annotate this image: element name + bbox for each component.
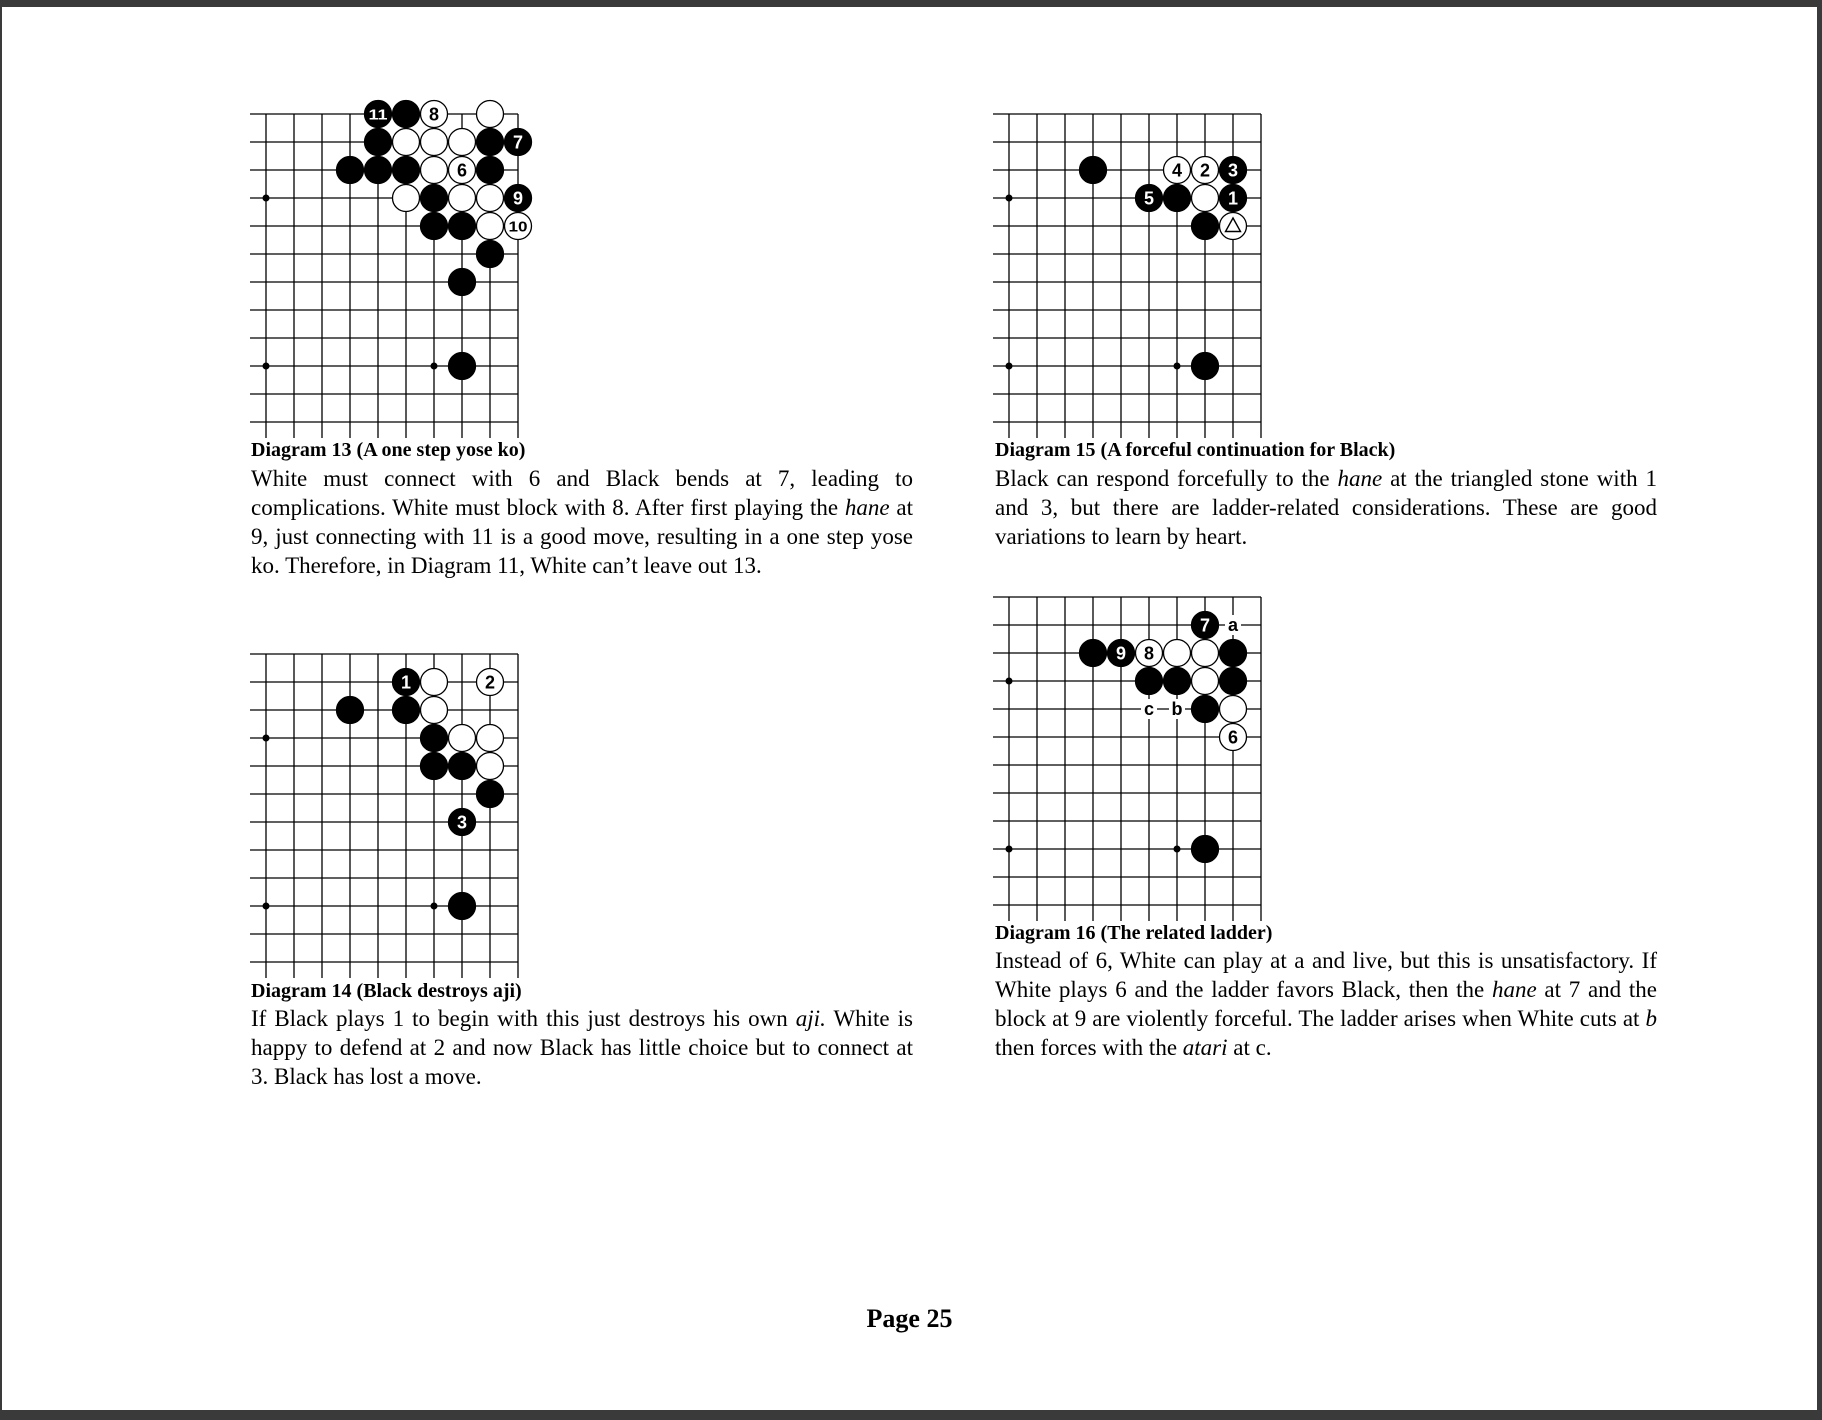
hoshi-point xyxy=(431,363,438,370)
text-run: b xyxy=(1645,1006,1657,1031)
white-stone xyxy=(477,185,504,212)
move-number: 9 xyxy=(512,188,524,209)
hoshi-point xyxy=(1006,678,1013,685)
black-stone xyxy=(449,809,476,836)
text-run: Black can respond forcefully to the xyxy=(995,466,1338,491)
board-grid xyxy=(993,114,1261,438)
text-run: If Black plays 1 to begin with this just destroys his own xyxy=(251,1006,796,1031)
black-stone xyxy=(1080,640,1107,667)
black-stone xyxy=(365,101,392,128)
board-label: b xyxy=(1171,699,1183,719)
white-stone xyxy=(393,185,420,212)
white-stone xyxy=(1164,640,1191,667)
move-number: 4 xyxy=(1171,160,1183,181)
text-run: White must connect with 6 and Black bends at 7, leading to complications. White must block with 8. After first playing the xyxy=(251,466,913,520)
white-stone xyxy=(477,725,504,752)
black-stone xyxy=(449,893,476,920)
black-stone xyxy=(393,157,420,184)
black-stone xyxy=(421,185,448,212)
white-stone xyxy=(477,669,504,696)
white-stone xyxy=(477,101,504,128)
text-run: aji. xyxy=(795,1006,826,1031)
black-stone xyxy=(1164,185,1191,212)
go-board-diagram-15 xyxy=(993,99,1289,429)
black-stone xyxy=(365,129,392,156)
hoshi-point xyxy=(1006,846,1013,853)
text-run: hane xyxy=(1337,466,1383,491)
move-number: 5 xyxy=(1143,188,1155,209)
text-run: at 9, just connecting with 11 is a good move, resulting in a one step yose ko. Therefore, in Diagram 11, White can’t leave out 13. xyxy=(251,495,913,578)
text-run: hane xyxy=(1491,977,1537,1002)
white-stone xyxy=(1192,640,1219,667)
diagram-15-caption: Diagram 15 (A forceful continuation for Black) xyxy=(995,439,1396,461)
move-number: 1 xyxy=(400,672,412,693)
move-number: 2 xyxy=(484,672,496,693)
move-number: 1 xyxy=(1227,188,1239,209)
white-stone xyxy=(1164,157,1191,184)
move-number: 6 xyxy=(456,160,468,181)
black-stone xyxy=(477,157,504,184)
diagram-14-caption: Diagram 14 (Black destroys aji) xyxy=(251,980,522,1002)
hoshi-point xyxy=(263,735,270,742)
text-run: Instead of 6, White can play at a and live, but this is unsatisfactory. If White plays 6 and the ladder favors Black, then the xyxy=(995,948,1657,1002)
diagram-13-text xyxy=(251,464,913,580)
white-stone xyxy=(1192,668,1219,695)
text-run: at the triangled stone with 1 and 3, but there are ladder-related considerations. These are good variations to learn by heart. xyxy=(995,466,1657,549)
white-stone xyxy=(421,157,448,184)
hoshi-point xyxy=(263,363,270,370)
black-stone xyxy=(449,269,476,296)
black-stone xyxy=(505,185,532,212)
black-stone xyxy=(1136,668,1163,695)
black-stone xyxy=(365,157,392,184)
black-stone xyxy=(449,213,476,240)
black-stone xyxy=(1192,213,1219,240)
text-run: then forces with the xyxy=(995,1035,1183,1060)
white-stone xyxy=(1136,640,1163,667)
hoshi-point xyxy=(1006,195,1013,202)
black-stone xyxy=(1220,157,1247,184)
diagram-13-caption: Diagram 13 (A one step yose ko) xyxy=(251,439,526,461)
white-stone xyxy=(449,157,476,184)
hoshi-point xyxy=(263,195,270,202)
move-number: 7 xyxy=(512,132,524,153)
black-stone xyxy=(1192,612,1219,639)
white-stone xyxy=(505,213,532,240)
white-stone xyxy=(449,129,476,156)
white-stone xyxy=(1220,213,1247,240)
black-stone xyxy=(393,697,420,724)
text-run: White is happy to defend at 2 and now Black has little choice but to connect at 3. Black has lost a move. xyxy=(251,1006,914,1089)
black-stone xyxy=(337,157,364,184)
black-stone xyxy=(1192,353,1219,380)
white-stone xyxy=(1220,724,1247,751)
board-label: a xyxy=(1227,615,1239,635)
move-number: 3 xyxy=(1227,160,1239,181)
black-stone xyxy=(1220,640,1247,667)
move-number: 10 xyxy=(508,218,528,236)
move-number: 7 xyxy=(1199,615,1211,636)
black-stone xyxy=(393,669,420,696)
black-stone xyxy=(1220,185,1247,212)
black-stone xyxy=(1080,157,1107,184)
white-stone xyxy=(1220,696,1247,723)
page-number: Page 25 xyxy=(866,1304,953,1333)
white-stone xyxy=(449,185,476,212)
diagram-14-text xyxy=(251,1004,913,1091)
text-run: atari xyxy=(1182,1035,1228,1060)
white-stone xyxy=(421,129,448,156)
text-run: at c. xyxy=(1227,1035,1272,1060)
black-stone xyxy=(421,213,448,240)
white-stone xyxy=(477,753,504,780)
hoshi-point xyxy=(1174,363,1181,370)
black-stone xyxy=(1192,696,1219,723)
white-stone xyxy=(421,101,448,128)
black-stone xyxy=(477,129,504,156)
hoshi-point xyxy=(1006,363,1013,370)
black-stone xyxy=(477,781,504,808)
hoshi-point xyxy=(431,903,438,910)
document-page xyxy=(2,7,1817,1410)
move-number: 11 xyxy=(368,106,388,124)
white-stone xyxy=(1192,185,1219,212)
black-stone xyxy=(449,753,476,780)
move-number: 9 xyxy=(1115,643,1127,664)
black-stone xyxy=(449,353,476,380)
black-stone xyxy=(337,697,364,724)
white-stone xyxy=(393,129,420,156)
go-board-diagram-14 xyxy=(250,639,546,969)
go-board-diagram-13 xyxy=(250,99,546,429)
black-stone xyxy=(505,129,532,156)
diagram-16-text xyxy=(995,946,1657,1062)
text-run: at 7 and the block at 9 are violently forceful. The ladder arises when White cuts at xyxy=(995,977,1657,1031)
white-stone xyxy=(1192,157,1219,184)
move-number: 6 xyxy=(1227,727,1239,748)
black-stone xyxy=(477,241,504,268)
text-run: hane xyxy=(844,495,890,520)
board-grid xyxy=(250,654,518,978)
black-stone xyxy=(1136,185,1163,212)
white-stone xyxy=(421,669,448,696)
diagram-16-caption: Diagram 16 (The related ladder) xyxy=(995,922,1273,944)
board-label: c xyxy=(1143,699,1155,719)
move-number: 3 xyxy=(456,812,468,833)
move-number: 8 xyxy=(428,104,440,125)
black-stone xyxy=(1164,668,1191,695)
black-stone xyxy=(421,725,448,752)
black-stone xyxy=(1192,836,1219,863)
move-number: 8 xyxy=(1143,643,1155,664)
white-stone xyxy=(421,697,448,724)
hoshi-point xyxy=(263,903,270,910)
black-stone xyxy=(421,753,448,780)
move-number: 2 xyxy=(1199,160,1211,181)
black-stone xyxy=(1108,640,1135,667)
white-stone xyxy=(477,213,504,240)
diagram-15-text xyxy=(995,464,1657,551)
hoshi-point xyxy=(1174,846,1181,853)
black-stone xyxy=(393,101,420,128)
go-board-diagram-16 xyxy=(993,582,1289,912)
black-stone xyxy=(1220,668,1247,695)
white-stone xyxy=(449,725,476,752)
